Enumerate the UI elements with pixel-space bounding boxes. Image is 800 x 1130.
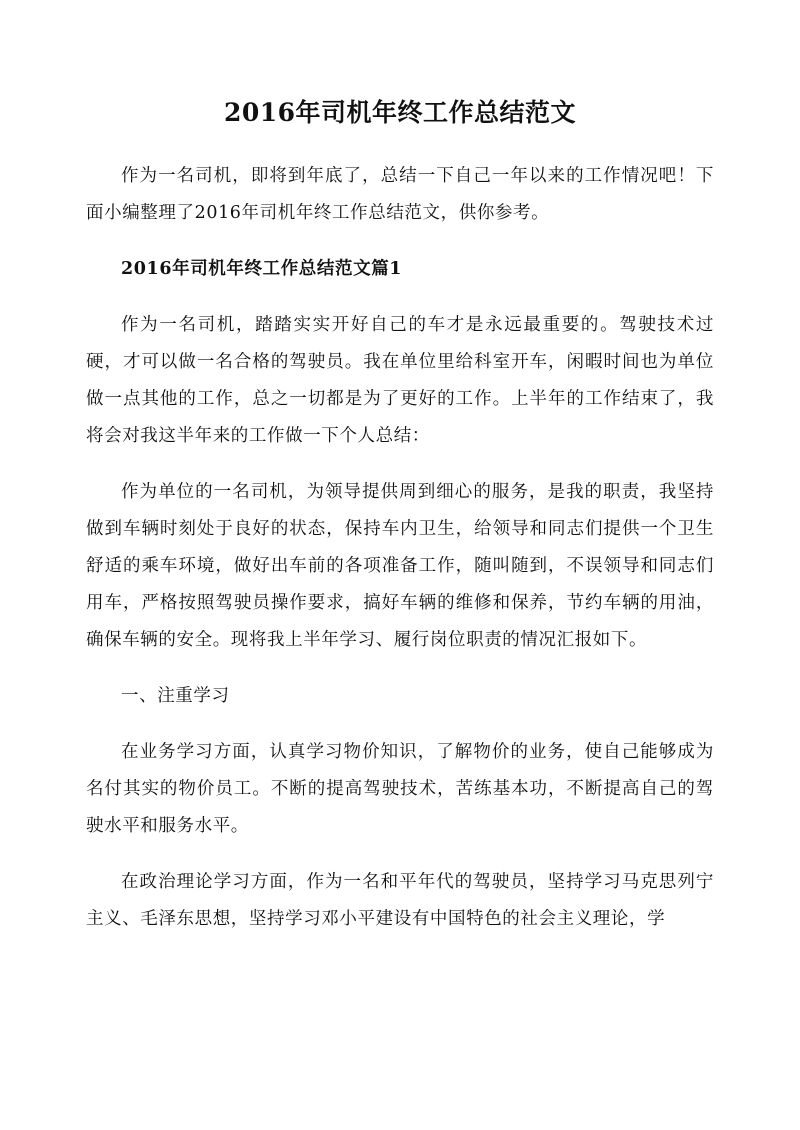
body-paragraph: 在业务学习方面，认真学习物价知识，了解物价的业务，使自己能够成为名付其实的物价员工。不断的提高驾驶技术，苦练基本功，不断提高自己的驾驶水平和服务水平。 bbox=[86, 742, 714, 836]
body-paragraph: 在政治理论学习方面，作为一名和平年代的驾驶员，坚持学习马克思列宁主义、毛泽东思想，坚持学习邓小平建设有中国特色的社会主义理论，学 bbox=[86, 872, 714, 929]
subsection-heading: 一、注重学习 bbox=[121, 686, 230, 706]
section-heading: 2016年司机年终工作总结范文篇1 bbox=[121, 259, 403, 279]
body-paragraph: 作为单位的一名司机，为领导提供周到细心的服务，是我的职责，我坚持做到车辆时刻处于良好的状态，保持车内卫生，给领导和同志们提供一个卫生舒适的乘车环境，做好出车前的各项准备工作，随叫随到，不误领导和同志们用车，严格按照驾驶员操作要求，搞好车辆的维修和保养，节约车辆的用油，确保车辆的安全。现将我上半年学习、履行岗位职责的情况汇报如下。 bbox=[86, 482, 714, 650]
body-paragraph: 作为一名司机，踏踏实实开好自己的车才是永远最重要的。驾驶技术过硬，才可以做一名合格的驾驶员。我在单位里给科室开车，闲暇时间也为单位做一点其他的工作，总之一切都是为了更好的工作。上半年的工作结束了，我将会对我这半年来的工作做一下个人总结： bbox=[86, 315, 714, 446]
document-title: 2016年司机年终工作总结范文 bbox=[223, 98, 577, 127]
document-body bbox=[86, 158, 714, 957]
intro-paragraph: 作为一名司机，即将到年底了，总结一下自己一年以来的工作情况吧！下面小编整理了2016年司机年终工作总结范文，供你参考。 bbox=[86, 166, 714, 223]
